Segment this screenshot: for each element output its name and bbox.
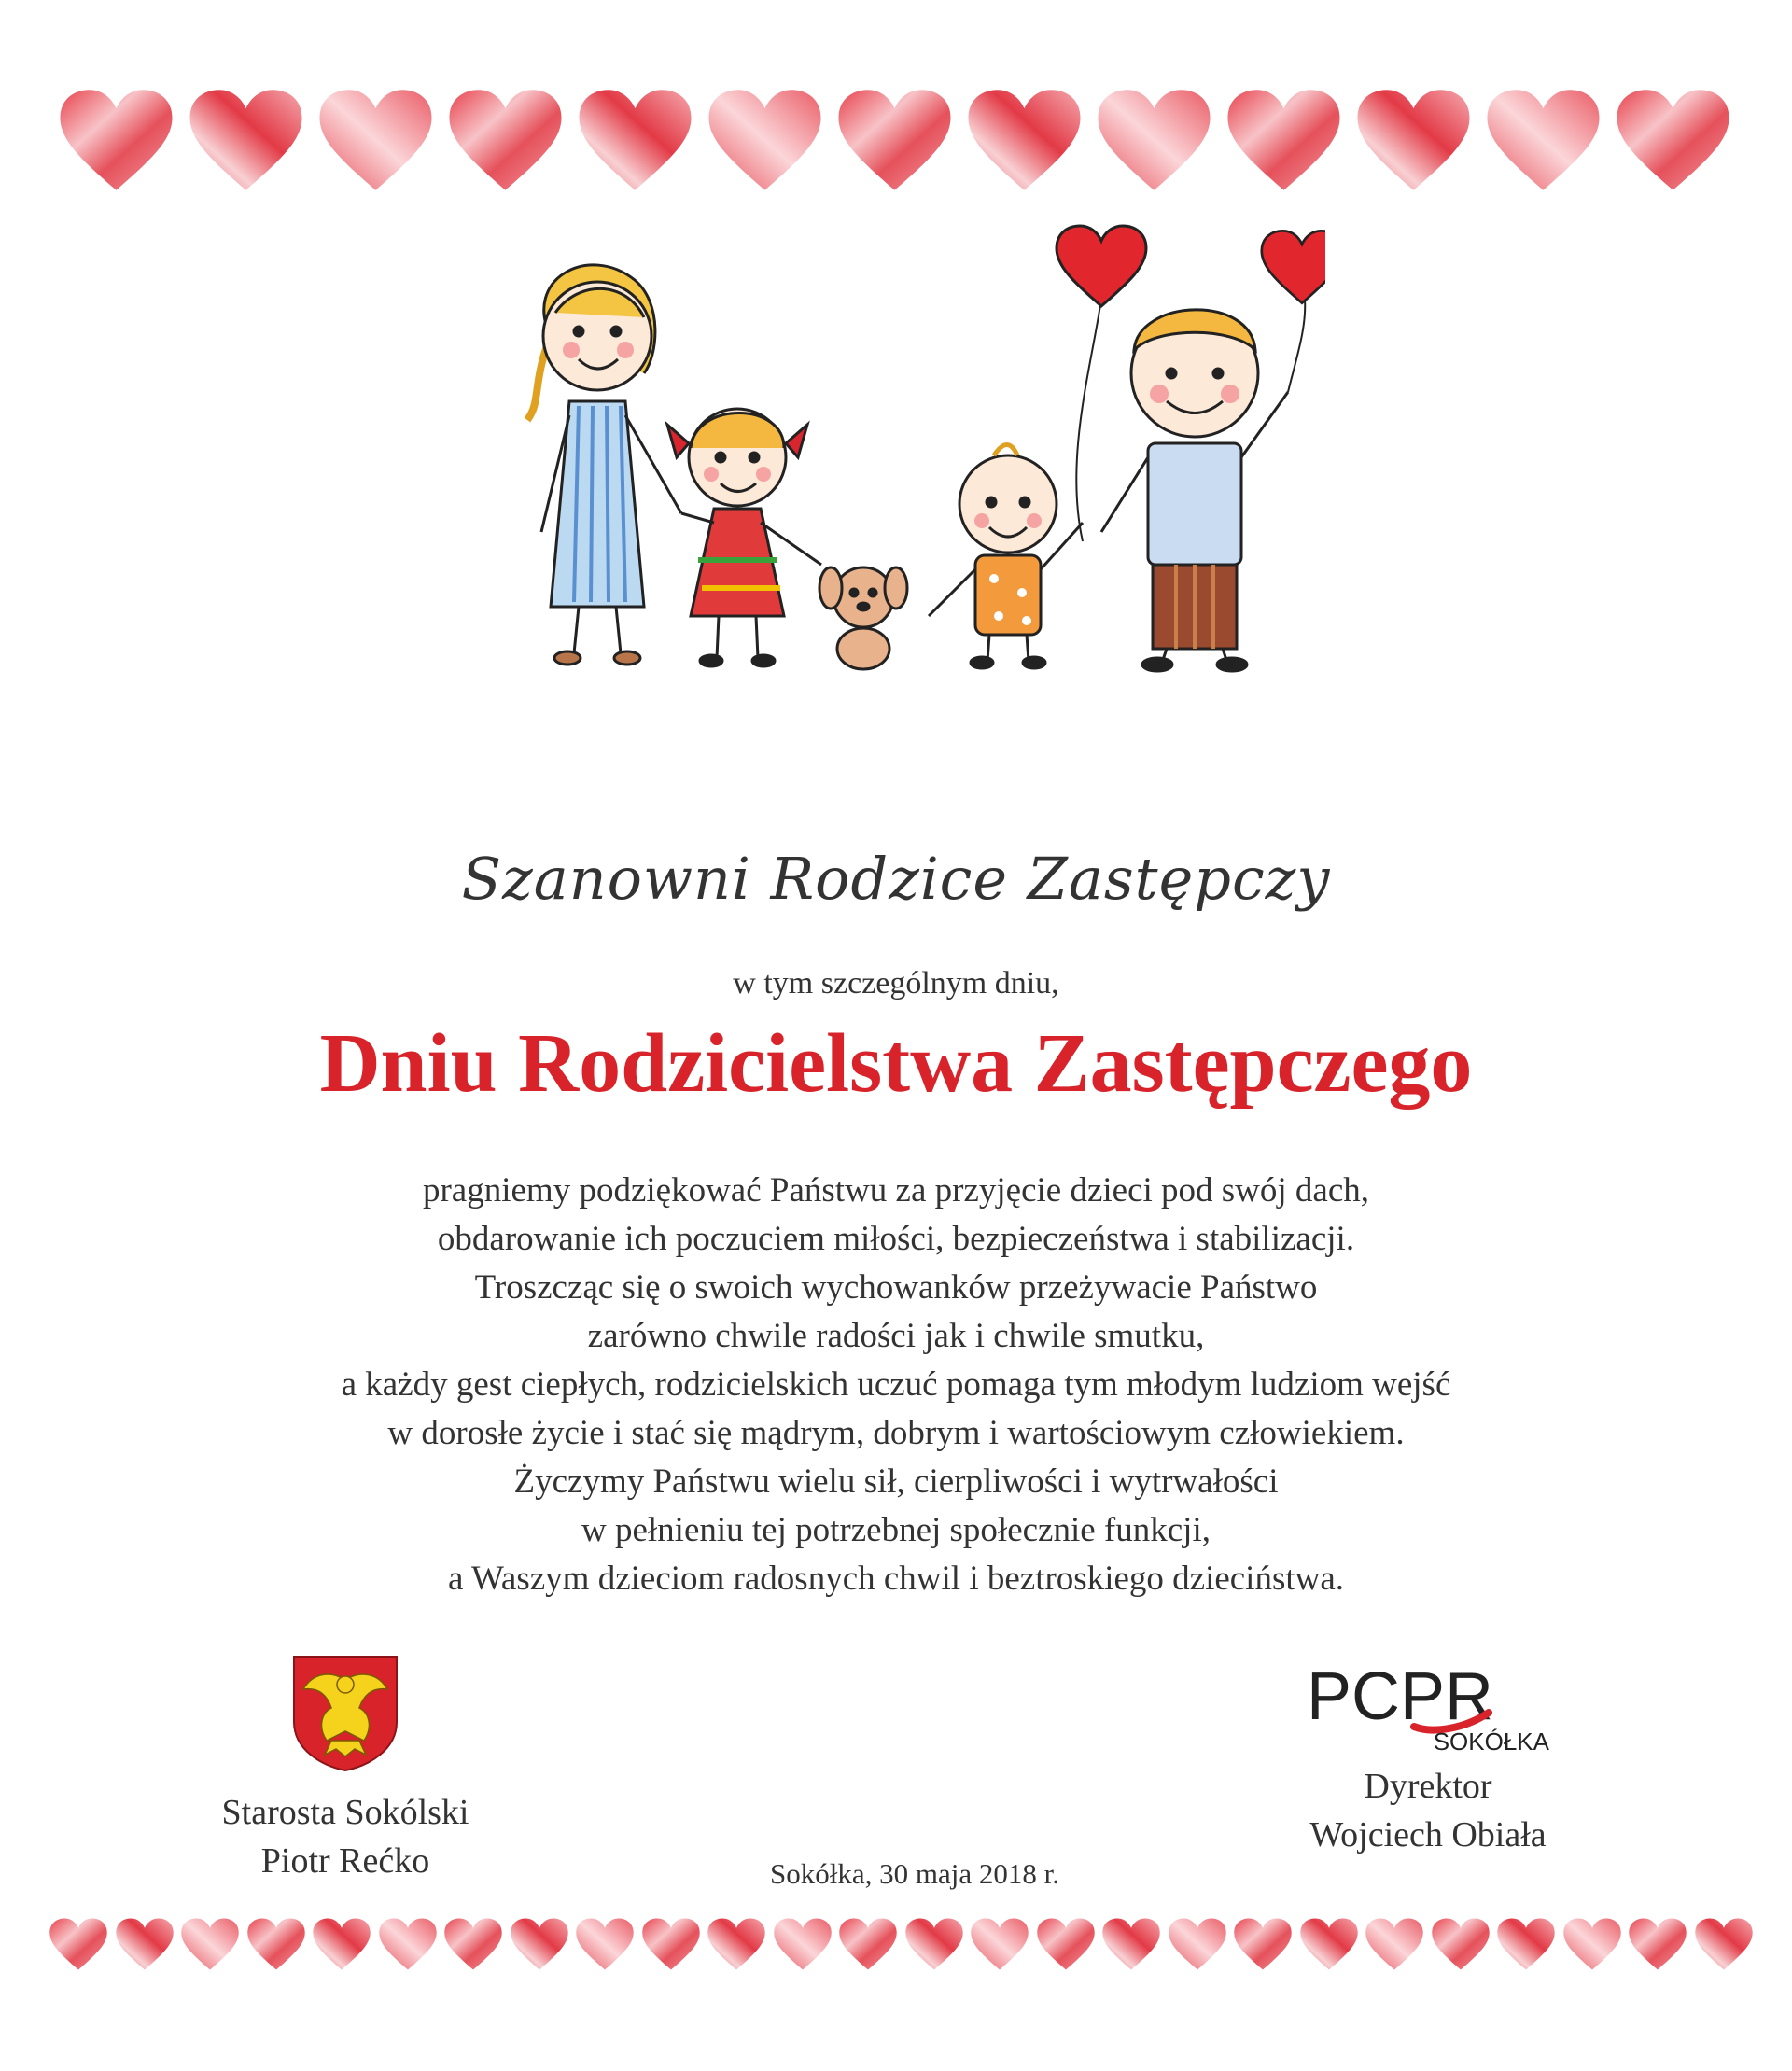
bottom-heart-border [0, 1915, 1792, 1992]
heart-icon [1496, 1915, 1556, 1973]
starosta-signature-block [187, 1652, 504, 1885]
starosta-role: Starosta Sokólski [221, 1793, 469, 1832]
heart-icon [1355, 79, 1472, 201]
greeting-heading: Szanowni Rodzice Zastępczy [461, 845, 1331, 913]
heart-icon [49, 1915, 108, 1973]
heart-icon [115, 1915, 175, 1973]
message-line: Troszcząc się o swoich wychowanków przeżywacie Państwo [474, 1268, 1318, 1307]
heart-icon [1562, 1915, 1622, 1973]
heart-icon [1628, 1915, 1687, 1973]
heart-icon [970, 1915, 1029, 1973]
eagle-coat-of-arms-icon [289, 1652, 401, 1773]
heart-icon [1694, 1915, 1754, 1973]
heart-icon [641, 1915, 701, 1973]
starosta-name: Piotr Rećko [260, 1841, 430, 1881]
heart-icon [510, 1915, 569, 1973]
heart-icon [180, 1915, 240, 1973]
heart-icon [317, 79, 434, 201]
heart-icon [1431, 1915, 1491, 1973]
heart-icon [1615, 79, 1731, 201]
intro-line: w tym szczególnym dniu, [733, 966, 1059, 1001]
heart-icon [836, 79, 953, 201]
pcpr-logo-letters: PCPR [1307, 1661, 1494, 1734]
heart-icon [707, 79, 823, 201]
heart-icon [707, 1915, 766, 1973]
heart-icon [1101, 1915, 1161, 1973]
message-line: obdarowanie ich poczuciem miłości, bezpieczeństwa i stabilizacji. [437, 1220, 1355, 1258]
heart-icon [838, 1915, 898, 1973]
message-line: a każdy gest ciepłych, rodzicielskich uczuć pomaga tym młodym ludziom wejść [341, 1365, 1451, 1404]
message-body [149, 1167, 1643, 1603]
boy-figure [929, 445, 1083, 669]
heart-icon [575, 1915, 635, 1973]
heart-icon [1036, 1915, 1096, 1973]
heart-icon [443, 1915, 503, 1973]
girl-figure [667, 409, 821, 666]
father-figure [1101, 310, 1288, 671]
heart-icon [773, 1915, 833, 1973]
heart-icon [1233, 1915, 1293, 1973]
heart-icon [1365, 1915, 1424, 1973]
heart-icon [904, 1915, 964, 1973]
pcpr-logo [1302, 1661, 1554, 1755]
occasion-title: Dniu Rodzicielstwa Zastępczego [319, 1017, 1473, 1110]
heart-icon [378, 1915, 438, 1973]
message-line: w pełnieniu tej potrzebnej społecznie funkcji, [581, 1511, 1211, 1549]
heart-icon [1168, 1915, 1227, 1973]
heart-icon [1299, 1915, 1359, 1973]
heart-icon [577, 79, 693, 201]
message-line: Życzymy Państwu wielu sił, cierpliwości i wytrwałości [513, 1462, 1279, 1501]
pcpr-logo-subtitle: SOKÓŁKA [1433, 1728, 1549, 1755]
balloon-right [1262, 231, 1325, 392]
message-line: w dorosłe życie i stać się mądrym, dobrym i wartościowym człowiekiem. [387, 1414, 1405, 1452]
director-role: Dyrektor [1364, 1767, 1492, 1806]
heart-icon [1225, 79, 1342, 201]
heart-icon [246, 1915, 306, 1973]
heart-icon [1485, 79, 1602, 201]
director-name: Wojciech Obiała [1309, 1815, 1547, 1854]
heart-icon [58, 79, 175, 201]
heart-icon [447, 79, 564, 201]
dog-figure [819, 567, 907, 669]
heart-icon [966, 79, 1083, 201]
family-illustration [485, 224, 1325, 691]
heart-icon [188, 79, 304, 201]
message-line: zarówno chwile radości jak i chwile smutku, [587, 1317, 1205, 1355]
message-line: pragniemy podziękować Państwu za przyjęcie dzieci pod swój dach, [422, 1171, 1370, 1210]
document-date: Sokółka, 30 maja 2018 r. [770, 1857, 1059, 1890]
message-line: a Waszym dzieciom radosnych chwil i beztroskiego dzieciństwa. [447, 1560, 1345, 1598]
mother-figure [527, 265, 681, 665]
top-heart-border [0, 79, 1792, 215]
director-signature-block [1269, 1661, 1587, 1859]
heart-icon [312, 1915, 371, 1973]
heart-icon [1096, 79, 1212, 201]
